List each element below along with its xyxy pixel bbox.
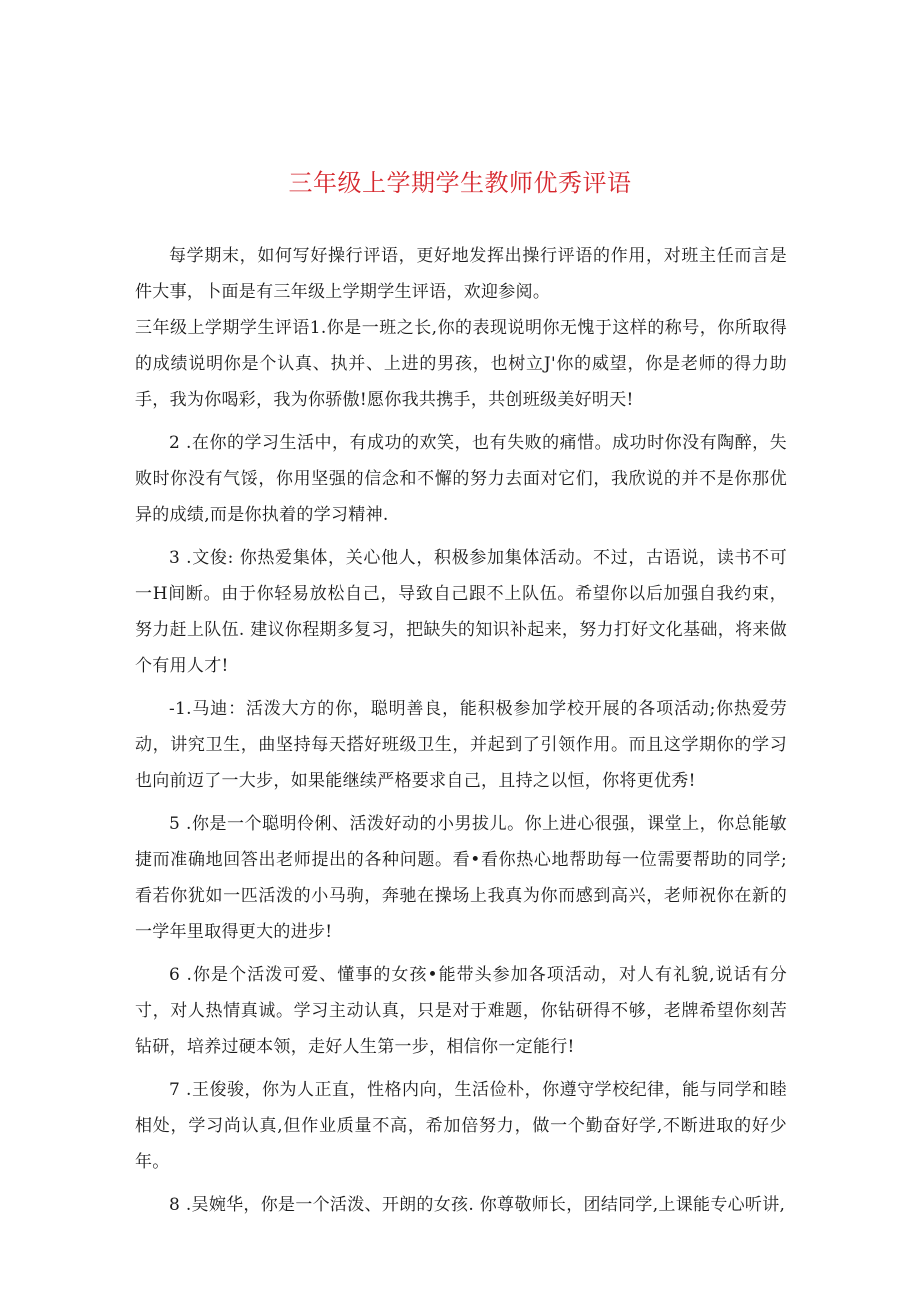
comment-paragraph-7: 7 .王俊骏，你为人正直，性格内向，生活俭朴，你遵守学校纪律，能与同学和睦相处，学习尚认真,但作业质量不高，希加倍努力，做一个勤奋好学,不断进取的好少年。 — [135, 1080, 787, 1172]
comment-paragraph-2: 2 .在你的学习生活中，有成功的欢笑，也有失败的痛惜。成功时你没有陶醉，失败时你没有气馁，你用坚强的信念和不懈的努力去面对它们，我欣说的并不是你那优异的成绩,而是你执着的学习精神. — [135, 433, 787, 525]
document-body — [135, 238, 787, 1223]
comment-paragraph-3: 3 .文俊: 你热爱集体，关心他人，积极参加集体活动。不过，古语说，读书不可一H间断。由于你轻易放松自己，导致自己跟不上队伍。希望你以后加强自我约束，努力赶上队伍. 建议你程期多复习，把缺失的知识补起来，努力打好文化基础，将来做个有用人才! — [135, 548, 787, 676]
comment-paragraph-8: 8 .吴婉华，你是一个活泼、开朗的女孩. 你尊敬师长，团结同学,上课能专心听讲, — [169, 1195, 786, 1215]
document-title: 三年级上学期学生教师优秀评语 — [288, 169, 632, 197]
comment-paragraph-4: -1.马迪：活泼大方的你，聪明善良，能积极参加学校开展的各项活动;你热爱劳动，讲究卫生，曲坚持每天搭好班级卫生，并起到了引领作用。而且这学期你的学习也向前迈了一大步，如果能继续严格要求自己，且持之以恒，你将更优秀! — [135, 699, 787, 791]
intro-paragraph: 每学期末，如何写好操行评语，更好地发挥出操行评语的作用，对班主任而言是件大事，卜面是有三年级上学期学生评语，欢迎参阅。 — [135, 246, 787, 302]
comment-paragraph-5: 5 .你是一个聪明伶俐、活泼好动的小男拔儿。你上进心很强，课堂上，你总能敏捷而准确地回答出老师提出的各种问题。看•看你热心地帮助每一位需要帮助的同学;看若你犹如一匹活泼的小马驹，奔驰在操场上我真为你而感到高兴，老师祝你在新的一学年里取得更大的进步! — [135, 814, 787, 942]
comment-paragraph-6: 6 .你是个活泼可爱、懂事的女孩•能带头参加各项活动，对人有礼貌,说话有分寸，对人热情真诚。学习主动认真，只是对于难题，你钻研得不够，老牌希望你刻苦钻研，培养过硬本领，走好人生第一步，相信你一定能行! — [135, 965, 787, 1057]
comment-paragraph-1: 三年级上学期学生评语1.你是一班之长,你的表现说明你无愧于这样的称号，你所取得的成绩说明你是个认真、执并、上进的男孩，也树立J'你的威望，你是老师的得力助手，我为你喝彩，我为你骄傲!愿你我共携手，共创班级美好明天! — [135, 318, 787, 410]
